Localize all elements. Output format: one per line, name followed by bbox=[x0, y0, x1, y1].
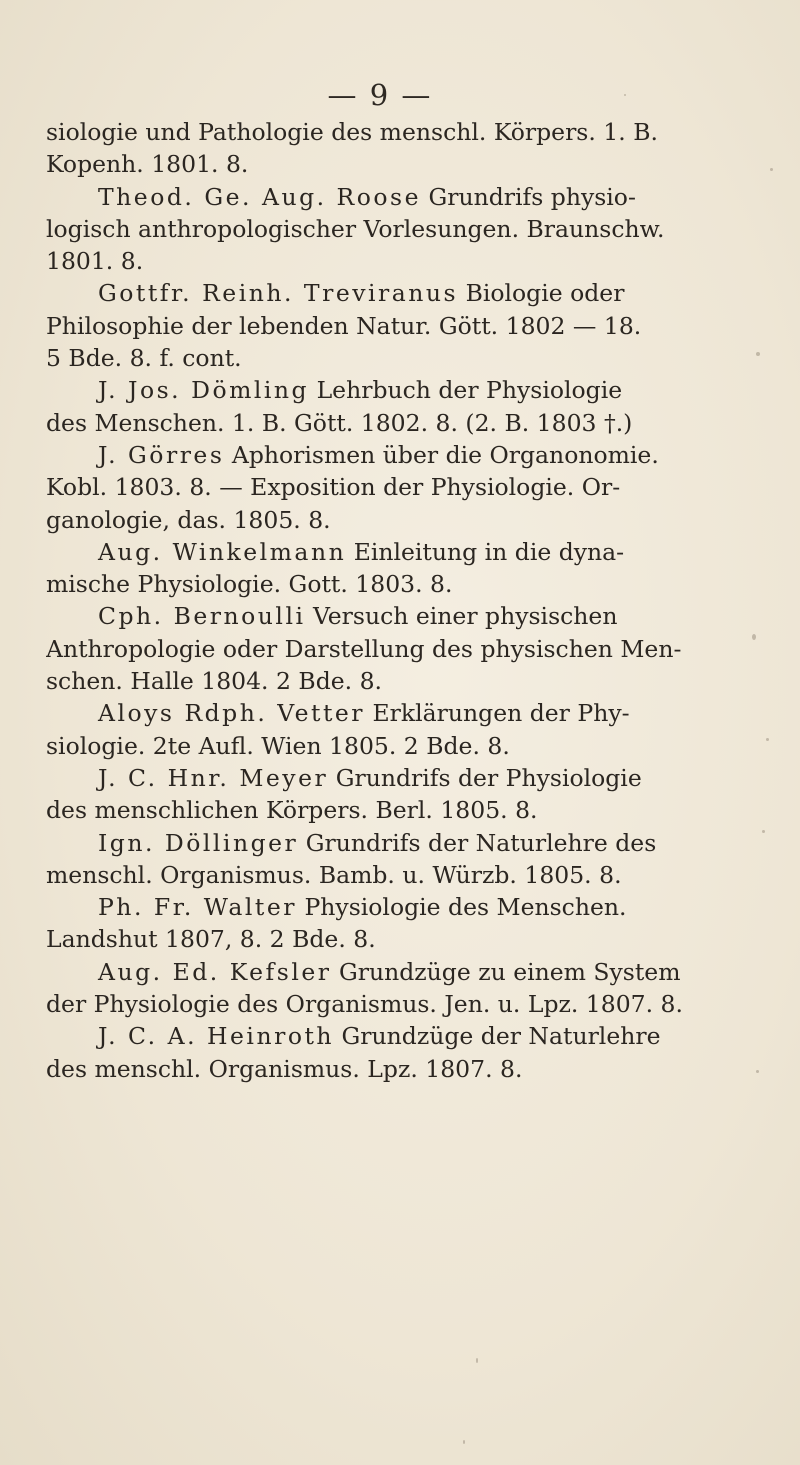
text-line bbox=[46, 471, 732, 503]
paper-speck bbox=[766, 738, 769, 741]
author-name: J. C. A. Heinroth bbox=[98, 1022, 335, 1051]
text-line bbox=[46, 956, 732, 988]
line-text: ganologie, das. 1805. 8. bbox=[46, 505, 331, 534]
line-text: 1801. 8. bbox=[46, 247, 144, 276]
paper-speck bbox=[624, 94, 626, 96]
text-line bbox=[46, 213, 732, 245]
line-text: Biologie oder bbox=[458, 279, 625, 308]
text-line bbox=[46, 407, 732, 439]
text-line bbox=[46, 148, 732, 180]
line-text: mische Physiologie. Gott. 1803. 8. bbox=[46, 570, 453, 599]
line-text: siologie und Pathologie des menschl. Körpers. 1. B. bbox=[46, 118, 658, 146]
line-text: Grundzüge zu einem System bbox=[331, 957, 681, 986]
line-text: Grundrifs der Naturlehre des bbox=[298, 828, 657, 857]
line-text: siologie. 2te Aufl. Wien 1805. 2 Bde. 8. bbox=[46, 731, 510, 760]
author-name: Aug. Ed. Kefsler bbox=[98, 957, 332, 986]
text-line bbox=[46, 891, 732, 923]
paper-speck bbox=[762, 830, 765, 833]
line-text: Grundzüge der Naturlehre bbox=[334, 1022, 661, 1051]
page-number: — 9 — bbox=[327, 78, 433, 112]
author-name: Theod. Ge. Aug. Roose bbox=[98, 182, 422, 211]
line-text: Grundrifs der Physiologie bbox=[328, 763, 642, 792]
author-name: Aug. Winkelmann bbox=[98, 537, 347, 566]
line-text: Versuch einer physischen bbox=[305, 602, 618, 631]
line-text: 5 Bde. 8. f. cont. bbox=[46, 344, 242, 373]
text-line bbox=[46, 730, 732, 762]
text-line bbox=[46, 277, 732, 309]
text-line bbox=[46, 859, 732, 891]
text-line bbox=[46, 923, 732, 955]
line-text: Einleitung in die dyna- bbox=[346, 537, 625, 566]
text-line bbox=[46, 245, 732, 277]
text-line bbox=[46, 568, 732, 600]
paper-speck bbox=[463, 1440, 465, 1444]
paper-speck bbox=[770, 168, 773, 171]
paper-speck bbox=[756, 1070, 759, 1073]
line-text: des Menschen. 1. B. Gött. 1802. 8. (2. B. 1803 †.) bbox=[46, 408, 633, 437]
paper-speck bbox=[752, 634, 756, 640]
line-text: der Physiologie des Organismus. Jen. u. Lpz. 1807. 8. bbox=[46, 990, 683, 1019]
text-line bbox=[46, 439, 732, 471]
line-text: Anthropologie oder Darstellung des physischen Men- bbox=[46, 634, 682, 663]
line-text: Aphorismen über die Organonomie. bbox=[224, 440, 659, 469]
text-line bbox=[46, 794, 732, 826]
line-text: menschl. Organismus. Bamb. u. Würzb. 1805. 8. bbox=[46, 860, 622, 889]
author-name: Aloys Rdph. Vetter bbox=[98, 699, 366, 728]
line-text: Physiologie des Menschen. bbox=[297, 893, 627, 922]
author-name: J. Jos. Dömling bbox=[98, 376, 310, 405]
text-line bbox=[46, 342, 732, 374]
text-line bbox=[46, 762, 732, 794]
text-line bbox=[46, 504, 732, 536]
author-name: Cph. Bernoulli bbox=[98, 602, 306, 631]
text-line bbox=[46, 116, 732, 148]
author-name: Ign. Döllinger bbox=[98, 828, 299, 857]
line-text: logisch anthropologischer Vorlesungen. Braunschw. bbox=[46, 214, 665, 243]
text-line bbox=[46, 1020, 732, 1052]
line-text: Kopenh. 1801. 8. bbox=[46, 150, 249, 179]
text-line bbox=[46, 633, 732, 665]
text-line bbox=[46, 374, 732, 406]
text-line bbox=[46, 827, 732, 859]
paper-speck bbox=[756, 352, 760, 356]
line-text: schen. Halle 1804. 2 Bde. 8. bbox=[46, 667, 382, 696]
text-line bbox=[46, 536, 732, 568]
text-line bbox=[46, 1053, 732, 1085]
line-text: des menschlichen Körpers. Berl. 1805. 8. bbox=[46, 796, 538, 825]
text-line bbox=[46, 665, 732, 697]
paper-speck bbox=[476, 1358, 478, 1363]
author-name: J. Görres bbox=[98, 440, 225, 469]
line-text: Grundrifs physio- bbox=[421, 182, 636, 211]
line-text: Kobl. 1803. 8. — Exposition der Physiologie. Or- bbox=[46, 473, 621, 502]
line-text: Erklärungen der Phy- bbox=[365, 699, 630, 728]
author-name: Gottfr. Reinh. Treviranus bbox=[98, 279, 459, 308]
author-name: Ph. Fr. Walter bbox=[98, 893, 298, 922]
text-line bbox=[46, 600, 732, 632]
author-name: J. C. Hnr. Meyer bbox=[98, 763, 329, 792]
line-text: Philosophie der lebenden Natur. Gött. 1802 — 18. bbox=[46, 311, 642, 340]
line-text: Lehrbuch der Physiologie bbox=[309, 376, 623, 405]
text-line bbox=[46, 697, 732, 729]
text-line bbox=[46, 988, 732, 1020]
text-line bbox=[46, 310, 732, 342]
line-text: Landshut 1807, 8. 2 Bde. 8. bbox=[46, 925, 376, 954]
line-text: des menschl. Organismus. Lpz. 1807. 8. bbox=[46, 1054, 523, 1083]
text-line bbox=[46, 181, 732, 213]
bibliography-text bbox=[46, 116, 732, 1085]
